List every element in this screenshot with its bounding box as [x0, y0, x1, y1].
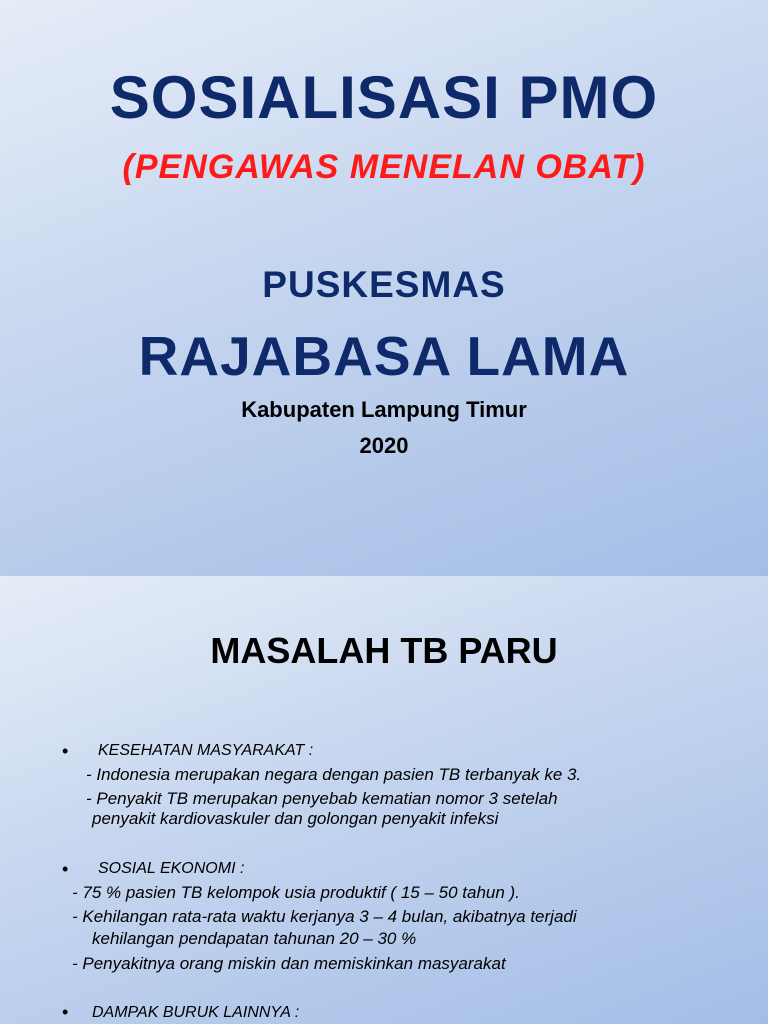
section-line: - Indonesia merupakan negara dengan pasien TB terbanyak ke 3. [86, 765, 582, 784]
slide-heading: MASALAH TB PARU [210, 630, 558, 671]
slide-tb-problems [0, 576, 768, 1024]
district-name: Kabupaten Lampung Timur [241, 397, 527, 422]
section-heading-other-impacts: DAMPAK BURUK LAINNYA : [92, 1004, 300, 1021]
bullet-marker: • [62, 1002, 69, 1022]
section-line: kehilangan pendapatan tahunan 20 – 30 % [92, 929, 417, 948]
slide-title-heading: SOSIALISASI PMO [109, 64, 659, 131]
section-line: - Penyakitnya orang miskin dan memiskinkan masyarakat [72, 954, 506, 973]
slide-subtitle: (PENGAWAS MENELAN OBAT) [122, 148, 646, 186]
section-line: - Kehilangan rata-rata waktu kerjanya 3 – 4 bulan, akibatnya terjadi [72, 907, 577, 926]
section-line: - 75 % pasien TB kelompok usia produktif ( 15 – 50 tahun ). [72, 883, 520, 902]
organization-label: PUSKESMAS [262, 264, 506, 305]
year-label: 2020 [359, 433, 409, 458]
section-heading-public-health: KESEHATAN MASYARAKAT : [98, 742, 314, 759]
bullet-marker: • [62, 859, 69, 879]
bullet-marker: • [62, 741, 69, 761]
section-line: - Penyakit TB merupakan penyebab kematian nomor 3 setelah [86, 789, 558, 808]
section-heading-socio-economic: SOSIAL EKONOMI : [98, 860, 245, 877]
section-line: penyakit kardiovaskuler dan golongan penyakit infeksi [92, 809, 499, 828]
organization-name: RAJABASA LAMA [138, 325, 630, 387]
